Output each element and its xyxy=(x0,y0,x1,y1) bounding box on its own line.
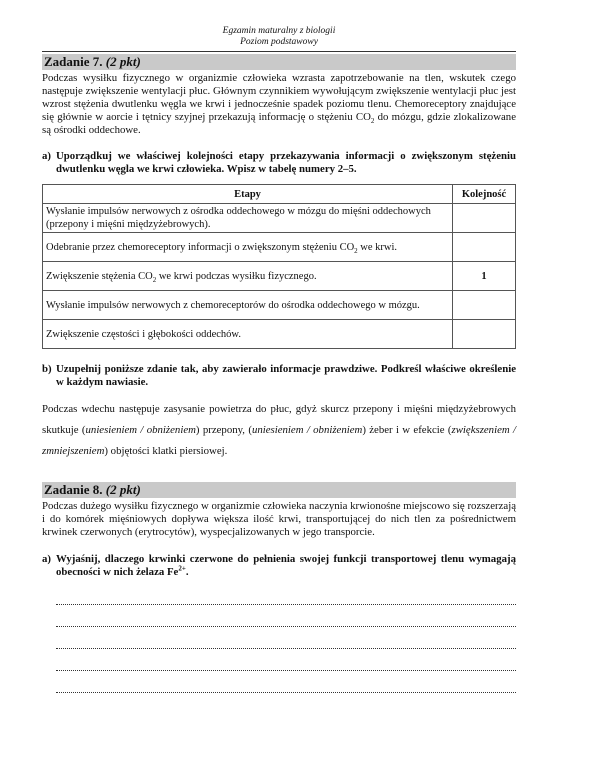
page-header xyxy=(42,0,516,48)
answer-line[interactable] xyxy=(56,671,516,693)
table-row xyxy=(43,320,516,349)
order-given-value: 1 xyxy=(453,262,516,291)
order-answer-field[interactable] xyxy=(453,204,516,233)
stage-cell xyxy=(43,291,453,320)
stages-table-header xyxy=(43,185,516,204)
table-row xyxy=(43,291,516,320)
task-8a-question xyxy=(42,553,516,579)
stage-cell xyxy=(43,204,453,233)
stage-cell xyxy=(43,262,453,291)
stage-subscript: 2 xyxy=(152,275,157,284)
answer-line[interactable] xyxy=(56,627,516,649)
task-7b-letter: b) xyxy=(42,363,52,375)
table-row xyxy=(43,233,516,262)
sentence-text: ) żeber i w efekcie ( xyxy=(362,424,452,436)
header-level: Poziom podstawowy xyxy=(240,37,318,47)
diaphragm-choice[interactable]: uniesieniem / obniżeniem xyxy=(85,424,196,436)
task-7-intro-text-end: do mózgu, gdzie zlokalizowane są ośrodki oddechowe. xyxy=(42,111,516,136)
stage-subscript: 2 xyxy=(354,246,358,255)
exam-page xyxy=(42,0,516,693)
volume-choice[interactable]: zwiększeniem / zmniejszeniem xyxy=(42,424,516,457)
task-7-intro-text: Podczas wysiłku fizycznego w organizmie człowieka wzrasta zapotrzebowanie na tlen, wskutek czego następuje zwiększenie wentylacji płuc. Głównym czynnikiem wywołującym zwiększenie wentylacji płuc jest wzrost stężenia dwutlenku węgla we krwi i jednocześnie spadek poziomu tlenu. Chemoreceptory znajdujące się głównie w aorcie i tętnicy szyjnej przekazują informację o stężeniu CO xyxy=(42,72,516,123)
task-8a-text-wrap xyxy=(56,553,516,579)
task-7b-sentence xyxy=(42,399,516,462)
task-8-title: Zadanie 8. xyxy=(44,482,106,497)
table-row xyxy=(43,262,516,291)
task-8a-answer-area[interactable] xyxy=(56,583,516,693)
order-answer-field[interactable] xyxy=(453,291,516,320)
stage-cell xyxy=(43,233,453,262)
task-7-intro-subscript: 2 xyxy=(370,117,375,126)
table-row xyxy=(43,204,516,233)
task-7b-text: Uzupełnij poniższe zdanie tak, aby zawierało informacje prawdziwe. Podkreśl właściwe określenie w każdym nawiasie. xyxy=(56,363,516,388)
stages-table xyxy=(42,184,516,349)
task-8a-text: Wyjaśnij, dlaczego krwinki czerwone do pełnienia swojej funkcji transportowej tlenu wymagają obecności w nich żelaza Fe xyxy=(56,553,516,578)
col-header-order: Kolejność xyxy=(453,185,516,204)
task-7-intro xyxy=(42,72,516,137)
stage-text-end: we krwi podczas wysiłku fizycznego. xyxy=(156,270,317,282)
stage-text-end: we krwi. xyxy=(357,241,398,253)
iron-charge-superscript: 2+ xyxy=(178,564,186,573)
col-header-stages: Etapy xyxy=(43,185,453,204)
stage-text: Wysłanie impulsów nerwowych z chemoreceptorów do ośrodka oddechowego w mózgu. xyxy=(46,299,420,311)
answer-line[interactable] xyxy=(56,583,516,605)
order-answer-field[interactable] xyxy=(453,233,516,262)
task-7a-question xyxy=(42,150,516,176)
task-7a-text: Uporządkuj we właściwej kolejności etapy przekazywania informacji o zwiększonym stężeniu dwutlenku węgla we krwi człowieka. Wpisz w tabelę numery 2–5. xyxy=(56,150,516,175)
task-8-points: (2 pkt) xyxy=(105,482,141,497)
task-8a-text-end: . xyxy=(185,566,189,578)
answer-line[interactable] xyxy=(56,649,516,671)
task-7-title: Zadanie 7. xyxy=(44,54,106,69)
stage-text: Zwiększenie częstości i głębokości oddechów. xyxy=(46,328,241,340)
order-answer-field[interactable] xyxy=(453,320,516,349)
task-7-points: (2 pkt) xyxy=(105,54,141,69)
header-rule xyxy=(42,51,516,52)
task-8a-letter: a) xyxy=(42,553,51,565)
stage-text: Odebranie przez chemoreceptory informacji o zwiększonym stężeniu CO xyxy=(46,241,355,253)
task-7a-letter: a) xyxy=(42,150,51,162)
sentence-text: Podczas wdechu następuje zasysanie powietrza do płuc, gdyż skurcz przepony i mięśni międzyżebrowych skutkuje ( xyxy=(42,403,516,436)
stage-cell xyxy=(43,320,453,349)
task-8-intro: Podczas dużego wysiłku fizycznego w organizmie człowieka naczynia krwionośne miejscowo się rozszerzają i do komórek mięśniowych dopływa większa ilość krwi, transportującej do nich tlen za pośrednictwem krwinek czerwonych (erytrocytów), wyspecjalizowanych w jego transporcie. xyxy=(42,500,516,538)
task-8-title-bar xyxy=(42,482,516,498)
stage-text: Wysłanie impulsów nerwowych z ośrodka oddechowego w mózgu do mięśni oddechowych (przepony i mięśni międzyżebrowych). xyxy=(46,206,431,230)
task-7-title-bar xyxy=(42,54,516,70)
answer-line[interactable] xyxy=(56,605,516,627)
sentence-text: ) objętości klatki piersiowej. xyxy=(104,445,228,457)
task-7b-question xyxy=(42,363,516,389)
header-exam-name: Egzamin maturalny z biologii xyxy=(222,26,336,36)
stage-text: Zwiększenie stężenia CO xyxy=(46,270,153,282)
ribs-choice[interactable]: uniesieniem / obniżeniem xyxy=(251,424,363,436)
sentence-text: ) przepony, ( xyxy=(195,424,252,436)
